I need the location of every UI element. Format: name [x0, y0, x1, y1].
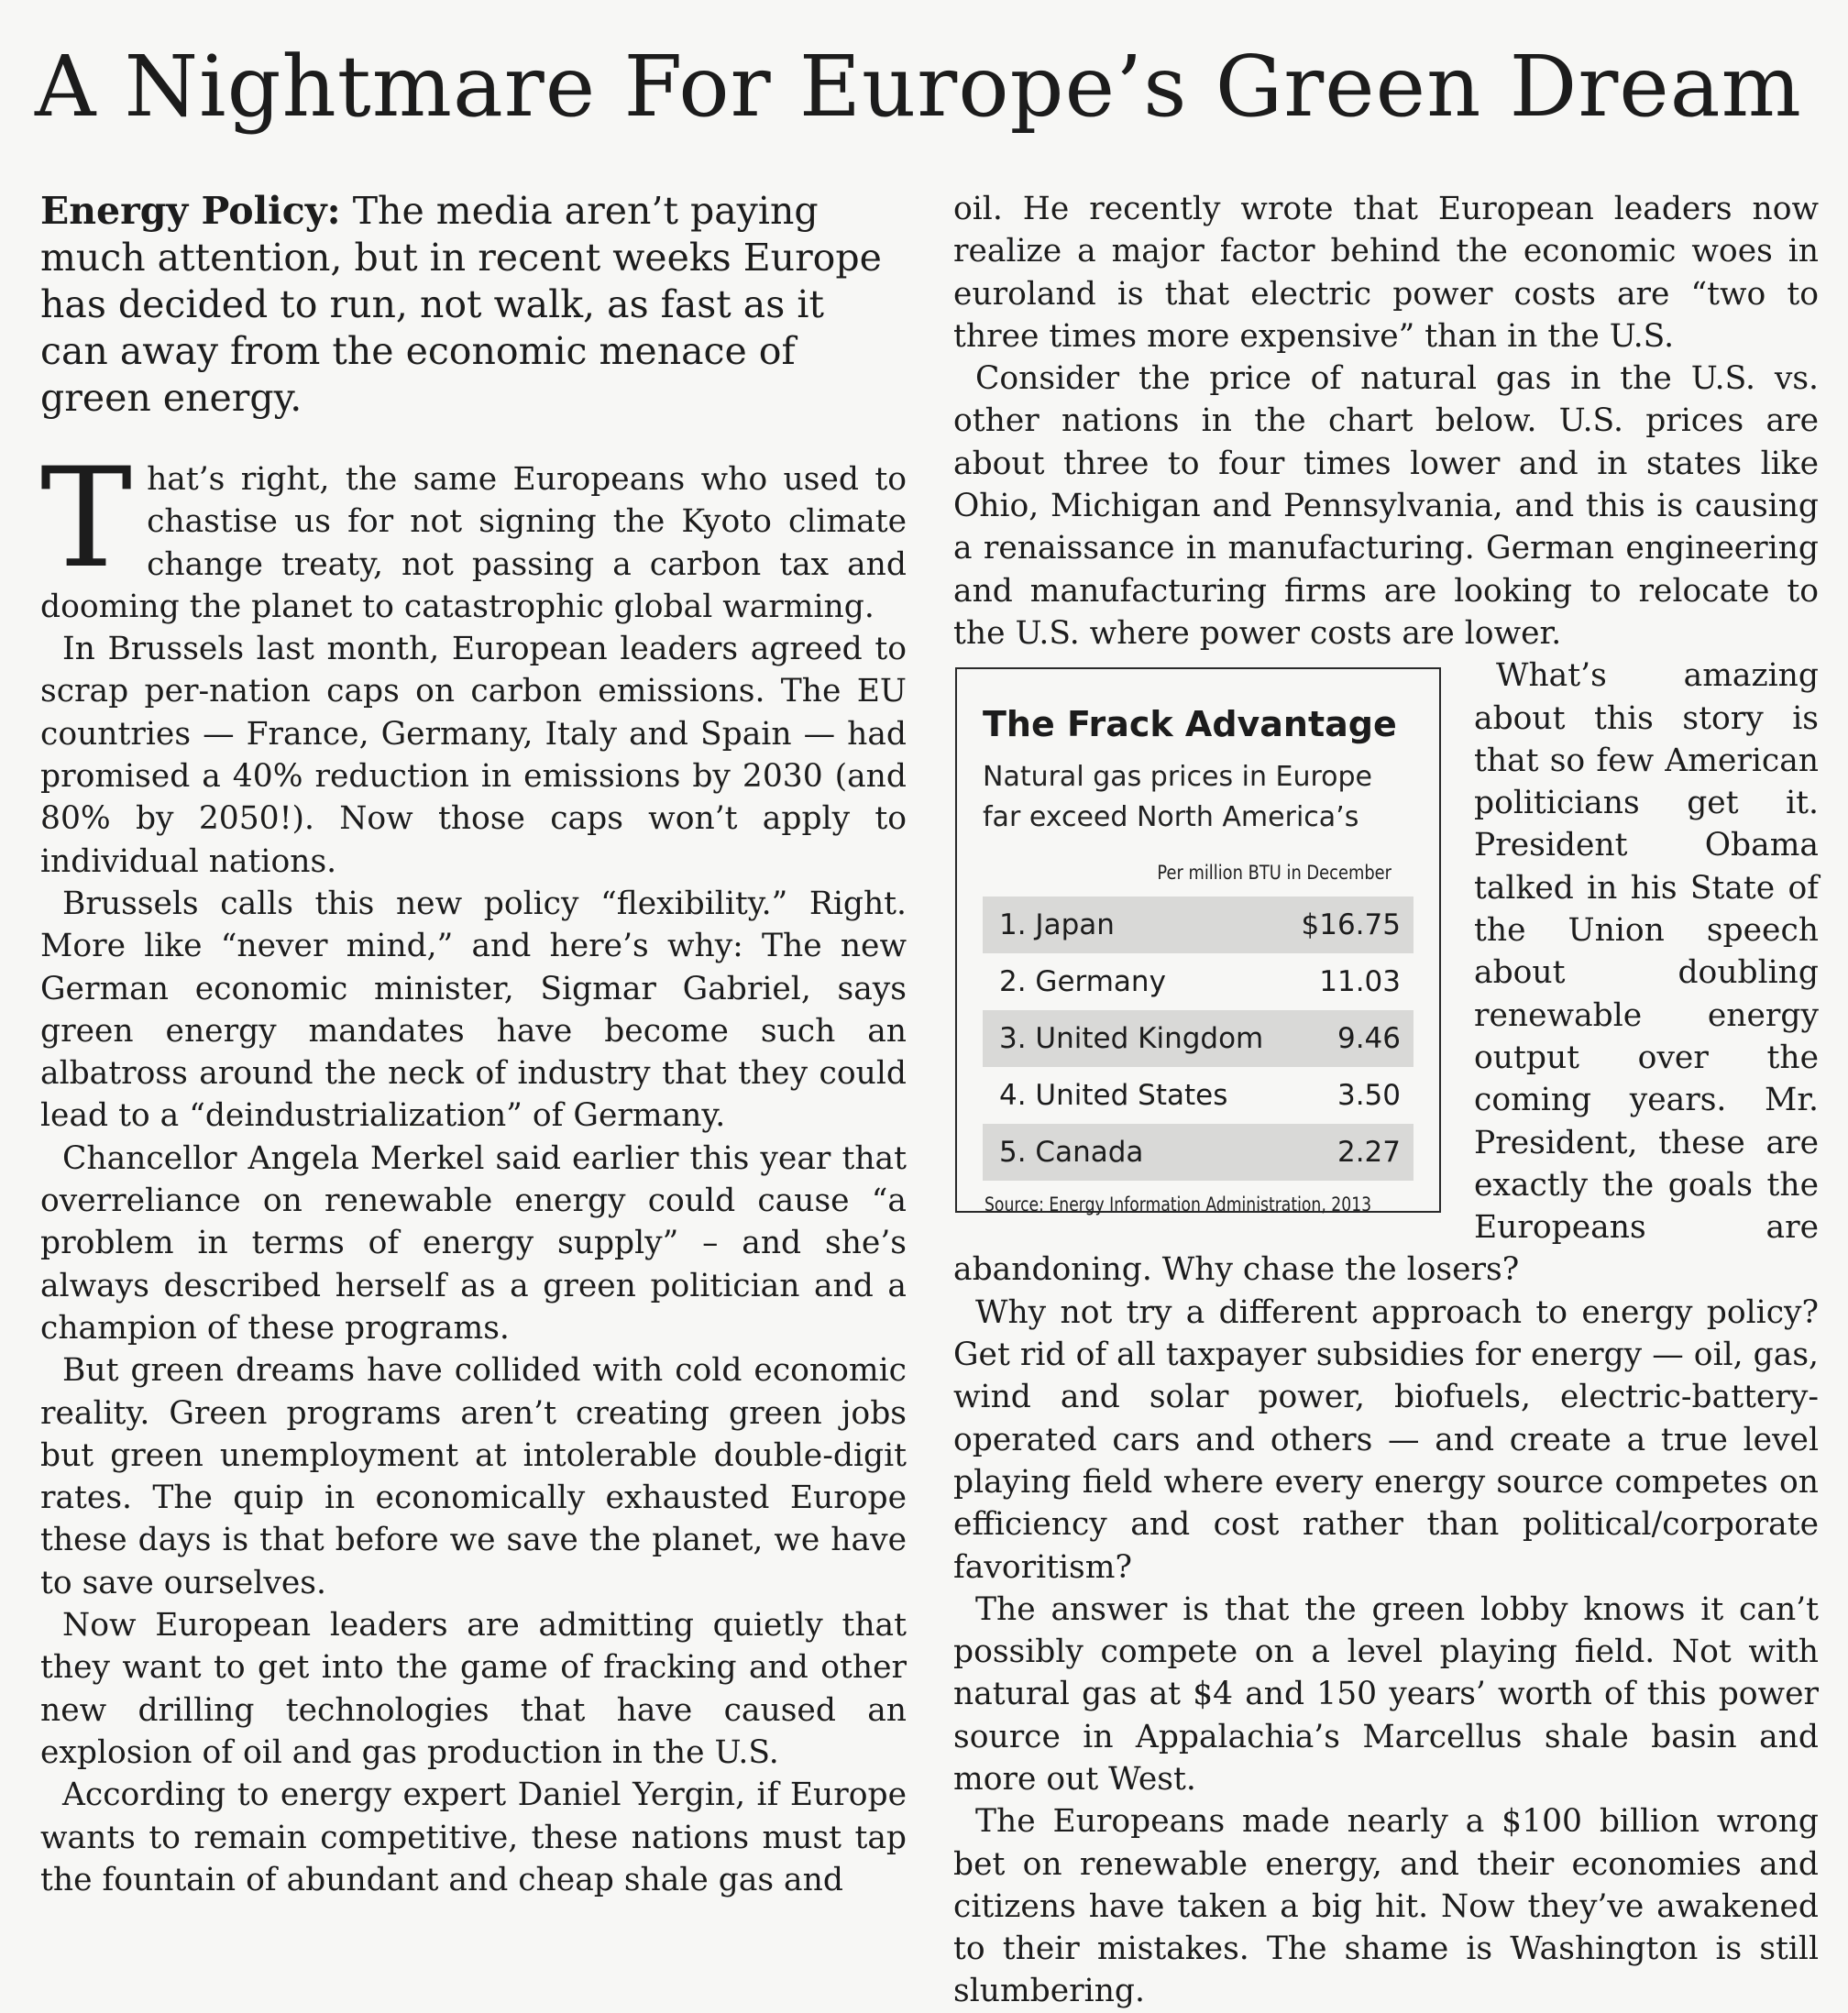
chart-row: [983, 1124, 1414, 1181]
chart-country-label: 3. United Kingdom: [983, 1010, 1282, 1067]
chart-unit-label: Per million BTU in December: [1157, 862, 1392, 885]
chart-row: [983, 1067, 1414, 1124]
deck-text: The media aren’t paying much attention, but in recent weeks Europe has decided to run, not walk, as fast as it can away from the economic menace of green energy.: [40, 189, 882, 420]
deck-kicker: Energy Policy:: [40, 189, 341, 233]
chart-row: [983, 1010, 1414, 1067]
chart-price-value: 3.50: [1336, 1079, 1401, 1113]
chart-country-label: 4. United States: [999, 1079, 1228, 1113]
paragraph-13: The Europeans made nearly a $100 billion wrong bet on renewable energy, and their economies and citizens have taken a big hit. Now they’ve awakened to their mistakes. The shame is Washington is still slumbering.: [953, 1803, 1819, 2010]
paragraph-3: Brussels calls this new policy “flexibility.” Right. More like “never mind,” and here’s why: The new German economic minister, Sigmar Gabriel, says green energy mandates have become such an albatross around the neck of industry that they could lead to a “deindustrialization” of Germany.: [40, 885, 907, 1135]
paragraph-11: Why not try a different approach to energy policy? Get rid of all taxpayer subsidies for energy — oil, gas, wind and solar power, biofuels, electric-battery-operated cars and others — and create a true level playing field where every energy source competes on efficiency and cost rather than political/corporate favoritism?: [953, 1293, 1819, 1586]
deck: [40, 188, 902, 422]
chart-country-label: 1. Japan: [983, 896, 1282, 953]
paragraph-1: [40, 439, 907, 628]
chart-title: The Frack Advantage: [983, 704, 1397, 745]
paragraph-8: oil. He recently wrote that European leaders now realize a major factor behind the economic woes in euroland is that electric power costs are “two to three times more expensive” than in the U.S.: [953, 191, 1819, 355]
chart-source: Source: Energy Information Administration, 2013: [984, 1194, 1372, 1216]
chart-country-label: 5. Canada: [983, 1124, 1282, 1181]
paragraph-12: The answer is that the green lobby knows it can’t possibly compete on a level playing field. Not with natural gas at $4 and 150 years’ worth of this power source in Appalachia’s Marcellus shale basin and more out West.: [953, 1590, 1819, 1798]
paragraph-1-text: hat’s right, the same Europeans who used to chastise us for not signing the Kyoto climate change treaty, not passing a carbon tax and dooming the planet to catastrophic global warming.: [40, 461, 907, 625]
chart-row: [983, 953, 1414, 1010]
drop-cap: T: [40, 439, 133, 599]
frack-advantage-chart: [955, 667, 1441, 1216]
paragraph-2: In Brussels last month, European leaders agreed to scrap per-nation caps on carbon emissions. The EU countries — France, Germany, Italy and Spain — had promised a 40% reduction in emissions by 2030 (and 80% by 2050!). Now those caps won’t apply to individual nations.: [40, 631, 907, 880]
chart-subtitle-line-2: far exceed North America’s: [983, 801, 1359, 834]
paragraph-7: According to energy expert Daniel Yergin, if Europe wants to remain competitive, these nations must tap the fountain of abundant and cheap shale gas and: [40, 1776, 907, 1898]
chart-price-value: 11.03: [1319, 965, 1401, 999]
chart-table: [983, 896, 1414, 1181]
paragraph-10: What’s amazing about this story is that so few American politicians get it. President Obama talked in his State of the Union speech about doubling renewable energy output over the coming years. Mr. President, these are exactly the goals the Europeans are abandoning. Why chase the losers?: [953, 657, 1819, 1289]
chart-row: [983, 896, 1414, 953]
paragraph-4: Chancellor Angela Merkel said earlier this year that overreliance on renewable energy could cause “a problem in terms of energy supply” – and she’s always described herself as a green politician and a champion of these programs.: [40, 1139, 907, 1347]
chart-price-value: 2.27: [1282, 1124, 1414, 1181]
paragraph-9-lead: [953, 358, 1819, 654]
left-column: [40, 188, 907, 1901]
headline: A Nightmare For Europe’s Green Dream: [35, 38, 1802, 136]
chart-subtitle-line-1: Natural gas prices in Europe: [983, 761, 1372, 794]
paragraph-5: But green dreams have collided with cold economic reality. Green programs aren’t creating green jobs but green unemployment at intolerable double-digit rates. The quip in economically exhausted Europe these days is that before we save the planet, we have to save ourselves.: [40, 1352, 907, 1601]
chart-price-value: 9.46: [1282, 1010, 1414, 1067]
paragraph-6: Now European leaders are admitting quietly that they want to get into the game of fracking and other new drilling technologies that have caused an explosion of oil and gas production in the U.S.: [40, 1607, 907, 1771]
paragraph-9-text: Consider the price of natural gas in the U.S. vs. other nations in the chart below. U.S. prices are about three to four times lower and in states like Ohio, Michigan and Pennsylvania, and this is causing a renaissance in manufacturing. German engineering and manufacturing firms are looking to relocate to the U.S. where power costs are lower.: [953, 360, 1819, 652]
chart-price-value: $16.75: [1282, 896, 1414, 953]
chart-country-label: 2. Germany: [999, 965, 1166, 999]
right-column: [953, 188, 1819, 2013]
